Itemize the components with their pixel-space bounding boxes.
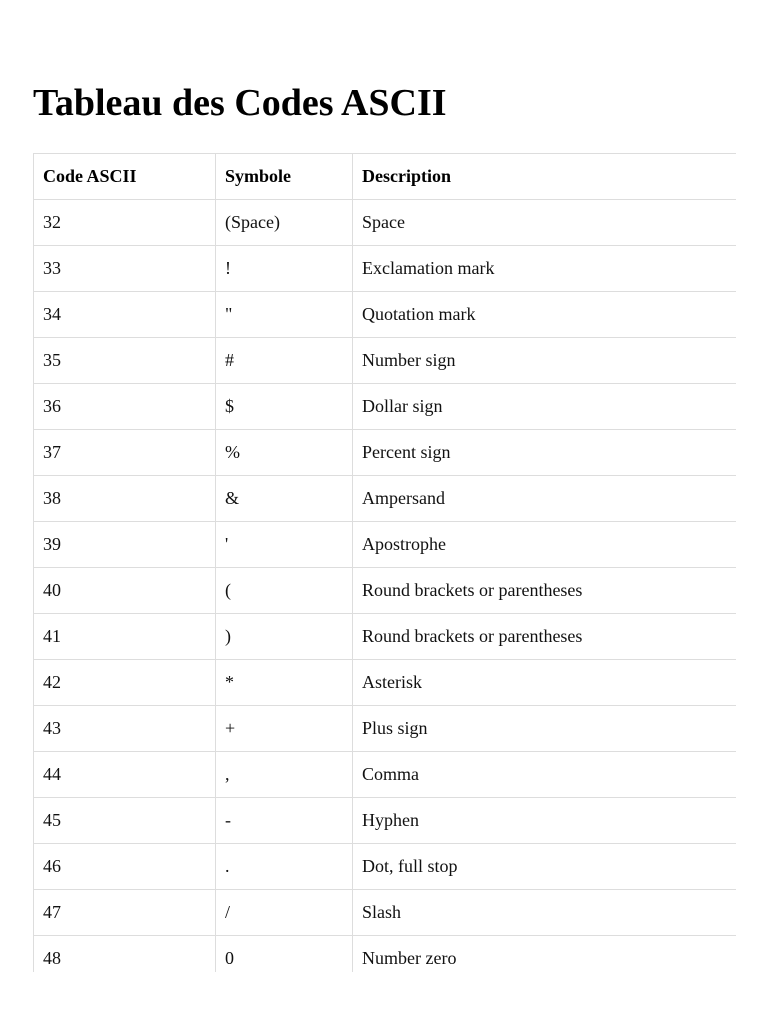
table-row <box>34 936 737 973</box>
table-row <box>34 614 737 660</box>
cell-code: 48 <box>34 936 216 973</box>
cell-code: 37 <box>34 430 216 476</box>
cell-description: Dollar sign <box>353 384 737 430</box>
cell-symbol: & <box>216 476 353 522</box>
table-body <box>34 200 737 973</box>
cell-description: Ampersand <box>353 476 737 522</box>
table-row <box>34 568 737 614</box>
cell-code: 45 <box>34 798 216 844</box>
table-row <box>34 246 737 292</box>
cell-description: Slash <box>353 890 737 936</box>
cell-symbol: * <box>216 660 353 706</box>
cell-description: Apostrophe <box>353 522 737 568</box>
cell-symbol: . <box>216 844 353 890</box>
cell-symbol: , <box>216 752 353 798</box>
cell-code: 43 <box>34 706 216 752</box>
cell-symbol: 0 <box>216 936 353 973</box>
cell-description: Comma <box>353 752 737 798</box>
cell-code: 46 <box>34 844 216 890</box>
ascii-table-container <box>33 153 736 972</box>
header-code: Code ASCII <box>34 154 216 200</box>
cell-symbol: ' <box>216 522 353 568</box>
table-row <box>34 890 737 936</box>
table-row <box>34 706 737 752</box>
cell-description: Hyphen <box>353 798 737 844</box>
table-row <box>34 476 737 522</box>
cell-symbol: - <box>216 798 353 844</box>
table-row <box>34 430 737 476</box>
cell-symbol: ! <box>216 246 353 292</box>
cell-code: 33 <box>34 246 216 292</box>
table-row <box>34 844 737 890</box>
cell-code: 39 <box>34 522 216 568</box>
ascii-table <box>33 153 736 972</box>
table-row <box>34 798 737 844</box>
header-description: Description <box>353 154 737 200</box>
cell-code: 41 <box>34 614 216 660</box>
cell-description: Plus sign <box>353 706 737 752</box>
cell-description: Exclamation mark <box>353 246 737 292</box>
cell-description: Dot, full stop <box>353 844 737 890</box>
cell-symbol: + <box>216 706 353 752</box>
cell-symbol: ) <box>216 614 353 660</box>
table-row <box>34 338 737 384</box>
cell-description: Number sign <box>353 338 737 384</box>
cell-symbol: / <box>216 890 353 936</box>
cell-symbol: ( <box>216 568 353 614</box>
cell-description: Space <box>353 200 737 246</box>
cell-symbol: $ <box>216 384 353 430</box>
cell-description: Number zero <box>353 936 737 973</box>
cell-symbol: " <box>216 292 353 338</box>
table-row <box>34 384 737 430</box>
table-row <box>34 522 737 568</box>
cell-code: 35 <box>34 338 216 384</box>
page-title: Tableau des Codes ASCII <box>33 82 447 124</box>
table-row <box>34 752 737 798</box>
cell-code: 38 <box>34 476 216 522</box>
cell-code: 32 <box>34 200 216 246</box>
header-symbol: Symbole <box>216 154 353 200</box>
table-header-row <box>34 154 737 200</box>
table-row <box>34 660 737 706</box>
cell-description: Quotation mark <box>353 292 737 338</box>
cell-code: 42 <box>34 660 216 706</box>
cell-description: Round brackets or parentheses <box>353 614 737 660</box>
cell-code: 47 <box>34 890 216 936</box>
cell-code: 44 <box>34 752 216 798</box>
cell-symbol: (Space) <box>216 200 353 246</box>
cell-description: Percent sign <box>353 430 737 476</box>
table-row <box>34 292 737 338</box>
cell-code: 34 <box>34 292 216 338</box>
cell-description: Asterisk <box>353 660 737 706</box>
cell-description: Round brackets or parentheses <box>353 568 737 614</box>
cell-code: 40 <box>34 568 216 614</box>
cell-symbol: # <box>216 338 353 384</box>
cell-symbol: % <box>216 430 353 476</box>
cell-code: 36 <box>34 384 216 430</box>
table-row <box>34 200 737 246</box>
